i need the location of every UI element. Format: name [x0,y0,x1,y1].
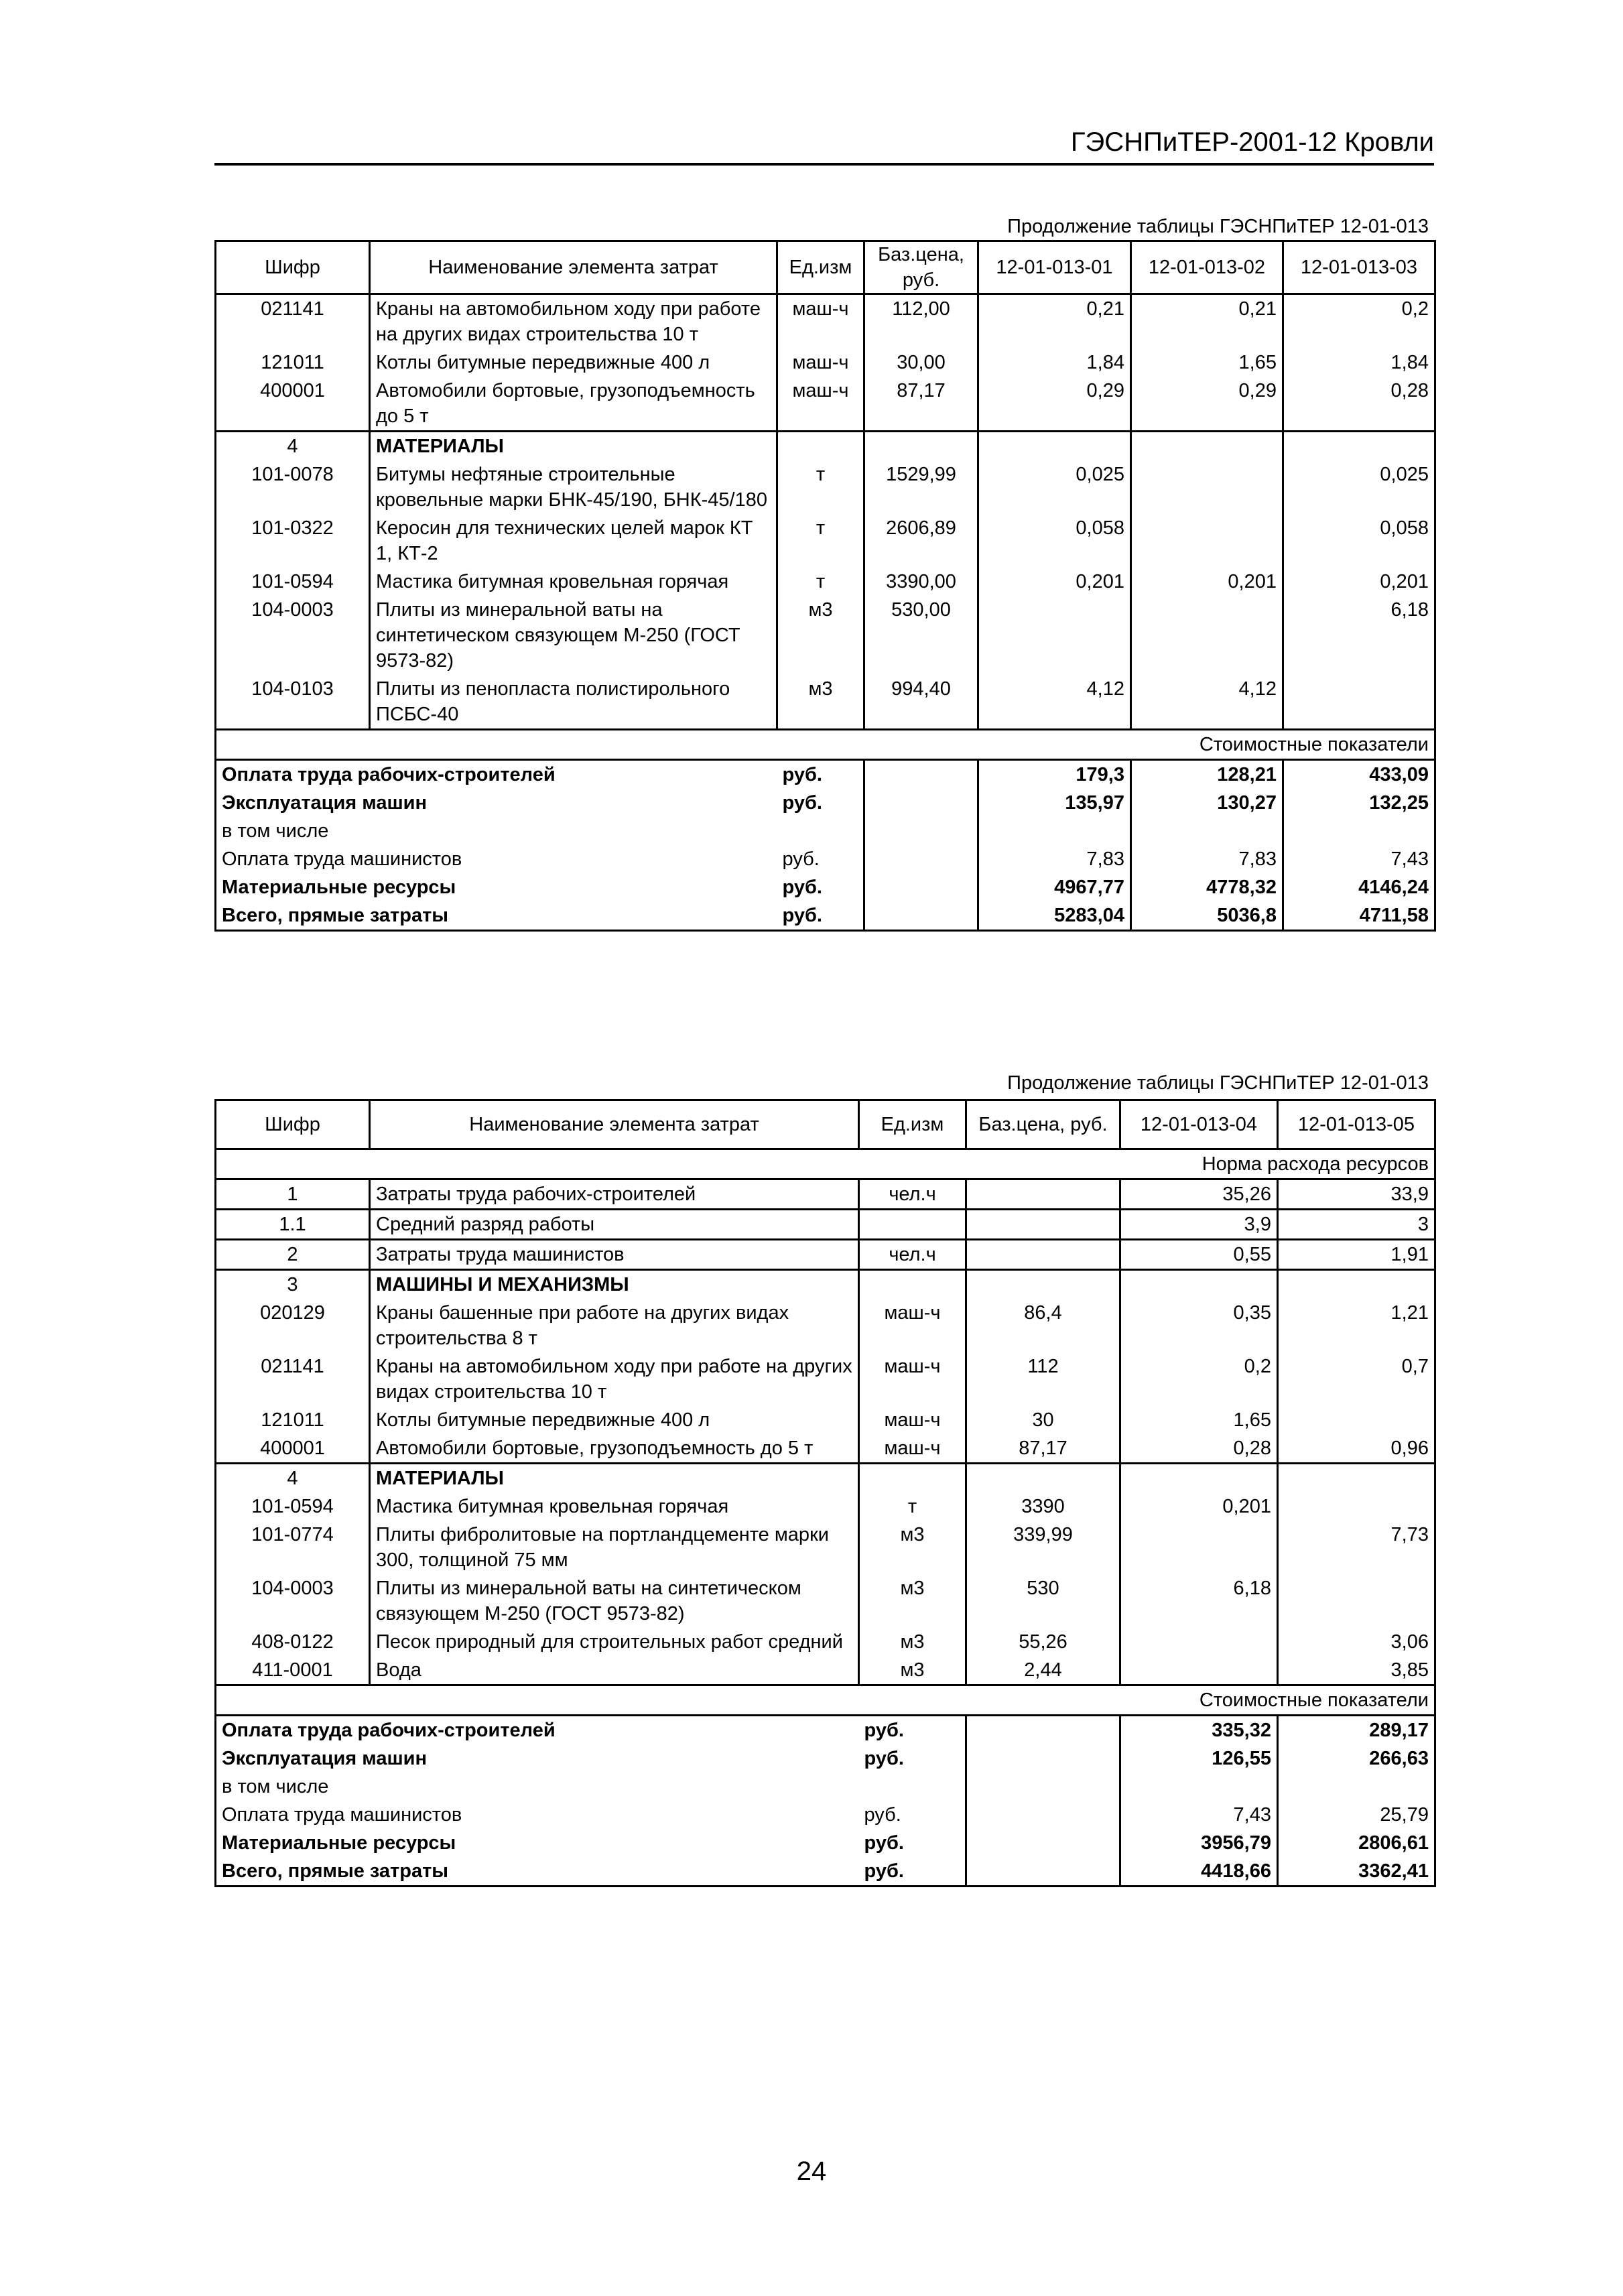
table1-body [216,294,1435,931]
page-header: ГЭСНПиТЕР-2001-12 Кровли [214,127,1434,166]
cost-banner: Стоимостные показатели [216,1685,1435,1716]
row-value: 1,84 [1283,348,1435,377]
summary-value [1278,1773,1435,1801]
summary-value [1283,817,1435,845]
row-value: 0,21 [978,294,1131,349]
summary-value: 4778,32 [1131,873,1283,901]
row-unit [859,1464,966,1493]
row-price [966,1464,1120,1493]
row-value: 3 [1278,1210,1435,1240]
row-value [1131,596,1283,675]
row-code: 121011 [216,1406,370,1434]
row-price: 3390,00 [864,568,978,596]
row-name: Средний разряд работы [370,1210,859,1240]
row-unit: т [777,514,864,568]
summary-unit: руб. [859,1857,966,1887]
row-value: 0,55 [1120,1240,1278,1270]
row-value: 1,65 [1131,348,1283,377]
row-price: 87,17 [864,377,978,432]
row-code: 104-0003 [216,596,370,675]
summary-value: 335,32 [1120,1716,1278,1745]
row-value [1278,1270,1435,1299]
table-row [216,1434,1435,1464]
row-value: 0,2 [1120,1352,1278,1406]
row-price: 112 [966,1352,1120,1406]
summary-value: 4418,66 [1120,1857,1278,1887]
header-unit: Ед.изм [859,1100,966,1149]
summary-price [864,873,978,901]
row-unit: маш-ч [777,377,864,432]
row-price: 30,00 [864,348,978,377]
row-name: Мастика битумная кровельная горячая [370,568,777,596]
row-value [1131,514,1283,568]
row-unit: м3 [859,1656,966,1685]
summary-label: Материальные ресурсы [216,873,777,901]
row-code: 104-0103 [216,675,370,730]
row-value: 1,91 [1278,1240,1435,1270]
table-row [216,1773,1435,1801]
row-code: 020129 [216,1299,370,1352]
summary-value [978,817,1131,845]
row-value: 0,35 [1120,1299,1278,1352]
row-code: 021141 [216,1352,370,1406]
summary-value: 130,27 [1131,789,1283,817]
row-name: Краны башенные при работе на других видах строительства 8 т [370,1299,859,1352]
row-value [1120,1656,1278,1685]
row-name: Котлы битумные передвижные 400 л [370,1406,859,1434]
summary-label: Всего, прямые затраты [216,1857,859,1887]
row-price: 112,00 [864,294,978,349]
header-price: Баз.цена, руб. [864,241,978,294]
summary-value: 4711,58 [1283,901,1435,931]
row-unit [777,432,864,461]
header-unit: Ед.изм [777,241,864,294]
table-row [216,432,1435,461]
resource-table-1 [214,240,1436,932]
summary-value: 266,63 [1278,1744,1435,1773]
summary-value: 7,83 [1131,845,1283,873]
row-value: 0,29 [1131,377,1283,432]
summary-label: Всего, прямые затраты [216,901,777,931]
summary-value: 2806,61 [1278,1829,1435,1857]
row-value: 0,025 [1283,460,1435,514]
summary-unit: руб. [859,1744,966,1773]
row-value [978,596,1131,675]
row-value: 0,28 [1120,1434,1278,1464]
row-name: Битумы нефтяные строительные кровельные марки БНК-45/190, БНК-45/180 [370,460,777,514]
row-unit: маш-ч [859,1406,966,1434]
summary-value: 289,17 [1278,1716,1435,1745]
summary-value: 4967,77 [978,873,1131,901]
summary-value: 179,3 [978,760,1131,789]
table-row [216,1352,1435,1406]
summary-price [864,789,978,817]
row-value: 0,058 [978,514,1131,568]
summary-unit: руб. [777,901,864,931]
summary-label: Материальные ресурсы [216,1829,859,1857]
row-name: Котлы битумные передвижные 400 л [370,348,777,377]
header-col2: 12-01-013-05 [1278,1100,1435,1149]
row-value: 33,9 [1278,1179,1435,1210]
row-price: 339,99 [966,1521,1120,1574]
table-row [216,1149,1435,1179]
summary-unit: руб. [859,1716,966,1745]
table-row [216,901,1435,931]
row-unit: м3 [859,1574,966,1628]
row-value [978,432,1131,461]
row-price: 30 [966,1406,1120,1434]
summary-value: 4146,24 [1283,873,1435,901]
table-row [216,568,1435,596]
row-unit: маш-ч [859,1434,966,1464]
table-row [216,789,1435,817]
table-row [216,1210,1435,1240]
table-row [216,348,1435,377]
row-unit: маш-ч [777,348,864,377]
header-code: Шифр [216,1100,370,1149]
summary-value: 5036,8 [1131,901,1283,931]
row-name: Вода [370,1656,859,1685]
table-row [216,817,1435,845]
row-name: Плиты из пенопласта полистирольного ПСБС-40 [370,675,777,730]
row-name: Плиты из минеральной ваты на синтетическом связующем М-250 (ГОСТ 9573-82) [370,596,777,675]
norm-banner: Норма расхода ресурсов [216,1149,1435,1179]
row-unit [859,1270,966,1299]
table-row [216,377,1435,432]
summary-price [966,1801,1120,1829]
summary-price [966,1829,1120,1857]
table-row [216,1656,1435,1685]
summary-value: 3956,79 [1120,1829,1278,1857]
row-name: Краны на автомобильном ходу при работе на других видах строительства 10 т [370,294,777,349]
summary-price [864,817,978,845]
row-price [864,432,978,461]
table-row [216,845,1435,873]
row-value [1120,1464,1278,1493]
summary-unit: руб. [777,845,864,873]
summary-label: Оплата труда рабочих-строителей [216,760,777,789]
row-price [966,1210,1120,1240]
row-price: 2,44 [966,1656,1120,1685]
table-row [216,1492,1435,1521]
resource-table-2 [214,1099,1436,1887]
summary-label: Эксплуатация машин [216,1744,859,1773]
summary-value: 3362,41 [1278,1857,1435,1887]
table-row [216,873,1435,901]
row-name: Плиты фибролитовые на портландцементе марки 300, толщиной 75 мм [370,1521,859,1574]
row-value: 3,9 [1120,1210,1278,1240]
row-value: 3,06 [1278,1628,1435,1656]
header-col1: 12-01-013-04 [1120,1100,1278,1149]
table2-caption: Продолжение таблицы ГЭСНПиТЕР 12-01-013 [1007,1072,1429,1094]
row-unit: м3 [777,596,864,675]
row-value [1283,675,1435,730]
row-price [966,1240,1120,1270]
row-code: 400001 [216,377,370,432]
table-row [216,514,1435,568]
row-code: 411-0001 [216,1656,370,1685]
row-unit [859,1210,966,1240]
header-name: Наименование элемента затрат [370,1100,859,1149]
summary-price [966,1744,1120,1773]
table-row [216,1857,1435,1887]
table1-caption: Продолжение таблицы ГЭСНПиТЕР 12-01-013 [1007,216,1429,237]
summary-label: Эксплуатация машин [216,789,777,817]
summary-unit: руб. [859,1801,966,1829]
row-name: Плиты из минеральной ваты на синтетическом связующем М-250 (ГОСТ 9573-82) [370,1574,859,1628]
row-code: 1.1 [216,1210,370,1240]
summary-label: в том числе [216,1773,859,1801]
row-value [1120,1521,1278,1574]
summary-value: 135,97 [978,789,1131,817]
row-code: 400001 [216,1434,370,1464]
summary-value: 7,43 [1120,1801,1278,1829]
summary-unit: руб. [777,789,864,817]
row-code: 408-0122 [216,1628,370,1656]
header-col1: 12-01-013-01 [978,241,1131,294]
row-name: Автомобили бортовые, грузоподъемность до 5 т [370,1434,859,1464]
table-row [216,1801,1435,1829]
table-row [216,1406,1435,1434]
row-price: 3390 [966,1492,1120,1521]
summary-value [1131,817,1283,845]
table-row [216,1628,1435,1656]
row-unit: маш-ч [777,294,864,349]
row-unit: т [859,1492,966,1521]
row-value: 1,84 [978,348,1131,377]
row-unit: чел.ч [859,1179,966,1210]
cost-banner: Стоимостные показатели [216,730,1435,760]
row-value: 0,96 [1278,1434,1435,1464]
row-price: 2606,89 [864,514,978,568]
summary-label: Оплата труда машинистов [216,1801,859,1829]
row-value [1120,1270,1278,1299]
page-number: 24 [796,2157,827,2186]
row-unit: маш-ч [859,1299,966,1352]
table-row [216,1829,1435,1857]
row-code: 101-0594 [216,1492,370,1521]
table-row [216,1464,1435,1493]
summary-price [864,845,978,873]
table-row [216,1179,1435,1210]
table-row [216,730,1435,760]
row-code: 3 [216,1270,370,1299]
summary-label: Оплата труда машинистов [216,845,777,873]
row-value: 0,025 [978,460,1131,514]
row-code: 101-0774 [216,1521,370,1574]
row-code: 104-0003 [216,1574,370,1628]
row-value: 1,21 [1278,1299,1435,1352]
row-unit: чел.ч [859,1240,966,1270]
summary-unit [777,817,864,845]
summary-value: 7,43 [1283,845,1435,873]
row-value: 0,201 [978,568,1131,596]
summary-unit: руб. [777,760,864,789]
row-value: 0,7 [1278,1352,1435,1406]
summary-unit [859,1773,966,1801]
summary-value [1120,1773,1278,1801]
row-value [1278,1492,1435,1521]
row-value: 0,201 [1131,568,1283,596]
table-row [216,1716,1435,1745]
row-name: Керосин для технических целей марок КТ 1, КТ-2 [370,514,777,568]
summary-unit: руб. [859,1829,966,1857]
row-value: 4,12 [1131,675,1283,730]
summary-value: 132,25 [1283,789,1435,817]
table-row [216,1240,1435,1270]
row-value [1131,432,1283,461]
row-price: 530 [966,1574,1120,1628]
row-value: 3,85 [1278,1656,1435,1685]
summary-value: 433,09 [1283,760,1435,789]
table-row [216,675,1435,730]
table-row [216,1574,1435,1628]
row-unit: м3 [777,675,864,730]
table-row [216,1270,1435,1299]
row-value [1131,460,1283,514]
row-unit: т [777,460,864,514]
row-value [1278,1574,1435,1628]
row-code: 4 [216,1464,370,1493]
row-unit: м3 [859,1521,966,1574]
row-value: 0,29 [978,377,1131,432]
row-value [1278,1464,1435,1493]
row-value: 0,2 [1283,294,1435,349]
header-name: Наименование элемента затрат [370,241,777,294]
table-row [216,1744,1435,1773]
summary-value: 126,55 [1120,1744,1278,1773]
row-code: 101-0078 [216,460,370,514]
row-name: Затраты труда машинистов [370,1240,859,1270]
row-value [1120,1628,1278,1656]
row-value [1278,1406,1435,1434]
row-price: 87,17 [966,1434,1120,1464]
row-name: Автомобили бортовые, грузоподъемность до 5 т [370,377,777,432]
summary-label: Оплата труда рабочих-строителей [216,1716,859,1745]
row-value: 6,18 [1283,596,1435,675]
row-code: 101-0322 [216,514,370,568]
table-row [216,760,1435,789]
summary-value: 128,21 [1131,760,1283,789]
row-price: 994,40 [864,675,978,730]
row-name: МАТЕРИАЛЫ [370,1464,859,1493]
table-row [216,1299,1435,1352]
row-name: МАТЕРИАЛЫ [370,432,777,461]
table-row [216,1685,1435,1716]
row-unit: маш-ч [859,1352,966,1406]
summary-value: 5283,04 [978,901,1131,931]
summary-value: 7,83 [978,845,1131,873]
summary-unit: руб. [777,873,864,901]
row-price [966,1179,1120,1210]
row-code: 101-0594 [216,568,370,596]
summary-price [864,760,978,789]
row-price: 55,26 [966,1628,1120,1656]
row-name: Краны на автомобильном ходу при работе на других видах строительства 10 т [370,1352,859,1406]
row-value: 7,73 [1278,1521,1435,1574]
row-value: 4,12 [978,675,1131,730]
table-row [216,294,1435,349]
table-row [216,460,1435,514]
row-price: 530,00 [864,596,978,675]
row-value: 35,26 [1120,1179,1278,1210]
table-row [216,1521,1435,1574]
row-name: Мастика битумная кровельная горячая [370,1492,859,1521]
row-code: 4 [216,432,370,461]
row-price: 1529,99 [864,460,978,514]
row-value: 0,201 [1283,568,1435,596]
row-value: 0,28 [1283,377,1435,432]
row-code: 021141 [216,294,370,349]
row-name: МАШИНЫ И МЕХАНИЗМЫ [370,1270,859,1299]
summary-price [966,1857,1120,1887]
header-price: Баз.цена, руб. [966,1100,1120,1149]
header-code: Шифр [216,241,370,294]
summary-value: 25,79 [1278,1801,1435,1829]
table2-body [216,1149,1435,1887]
row-name: Затраты труда рабочих-строителей [370,1179,859,1210]
row-code: 121011 [216,348,370,377]
summary-price [864,901,978,931]
row-unit: т [777,568,864,596]
row-name: Песок природный для строительных работ средний [370,1628,859,1656]
row-code: 1 [216,1179,370,1210]
row-price [966,1270,1120,1299]
row-value: 0,201 [1120,1492,1278,1521]
header-col3: 12-01-013-03 [1283,241,1435,294]
row-unit: м3 [859,1628,966,1656]
table-row [216,596,1435,675]
row-value: 6,18 [1120,1574,1278,1628]
summary-label: в том числе [216,817,777,845]
summary-price [966,1773,1120,1801]
row-value: 1,65 [1120,1406,1278,1434]
row-price: 86,4 [966,1299,1120,1352]
summary-price [966,1716,1120,1745]
row-value: 0,058 [1283,514,1435,568]
header-col2: 12-01-013-02 [1131,241,1283,294]
row-code: 2 [216,1240,370,1270]
row-value [1283,432,1435,461]
row-value: 0,21 [1131,294,1283,349]
